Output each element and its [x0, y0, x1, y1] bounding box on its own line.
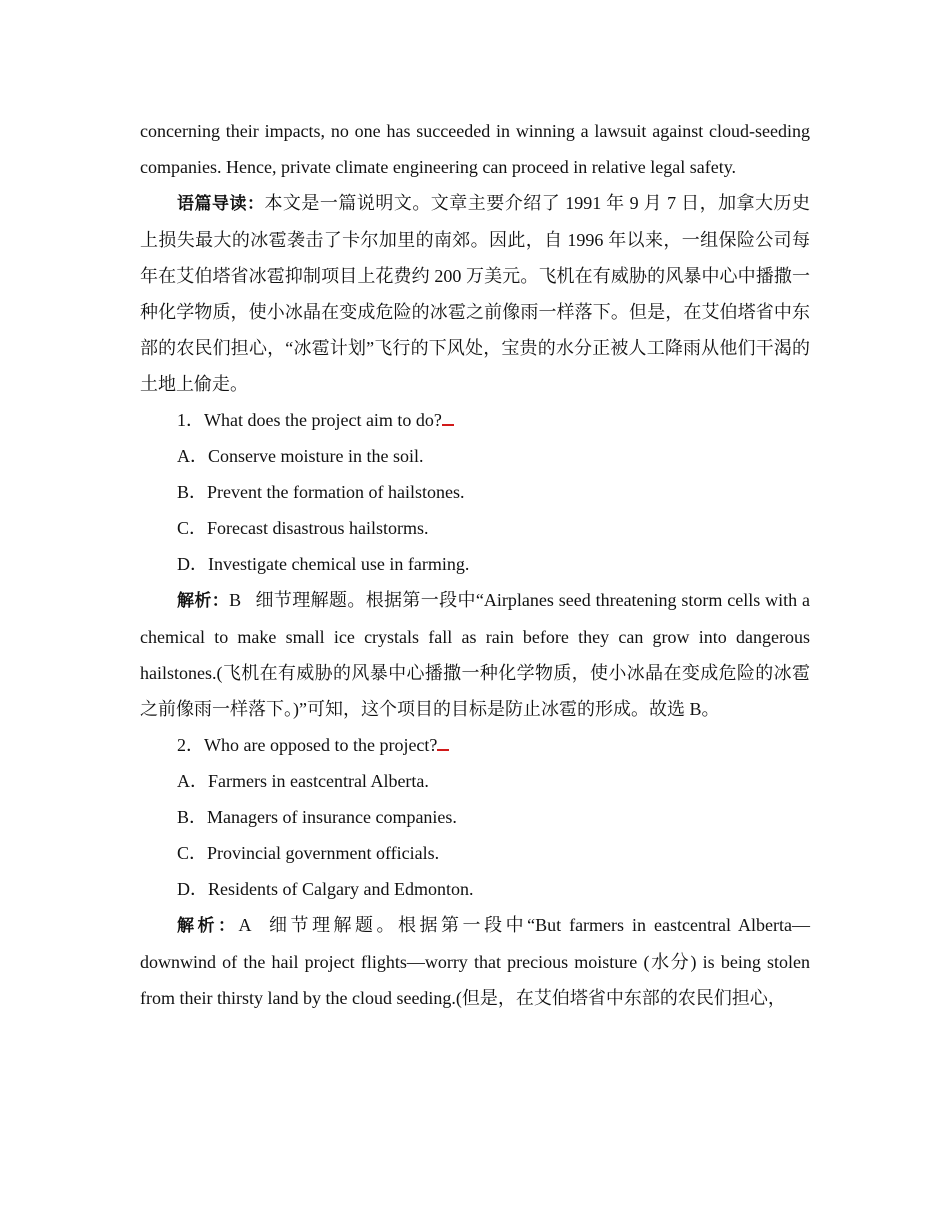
- analysis-label: 解析：: [177, 591, 230, 611]
- option-text: Farmers in eastcentral Alberta.: [208, 771, 429, 791]
- question-1-number: 1．: [177, 410, 204, 430]
- continuation-paragraph: concerning their impacts, no one has succeeded in winning a lawsuit against cloud-seeding companies. Hence, private climate engineering can proceed in relative legal safety.: [140, 121, 810, 177]
- question-1-option-b[interactable]: [140, 474, 810, 510]
- question-2: [140, 727, 810, 763]
- option-letter: A．: [177, 446, 208, 466]
- question-1: [140, 402, 810, 438]
- question-2-text: Who are opposed to the project?: [204, 735, 438, 755]
- reading-guide-paragraph: [140, 185, 810, 402]
- option-letter: A．: [177, 771, 208, 791]
- question-2-option-a[interactable]: [140, 763, 810, 799]
- document-page: [140, 113, 810, 1016]
- question-1-option-a[interactable]: [140, 438, 810, 474]
- option-text: Managers of insurance companies.: [207, 807, 457, 827]
- option-text: Forecast disastrous hailstorms.: [207, 518, 429, 538]
- option-letter: C．: [177, 843, 208, 863]
- option-text: Conserve moisture in the soil.: [208, 446, 424, 466]
- option-letter: D．: [177, 554, 208, 574]
- option-text: Investigate chemical use in farming.: [208, 554, 470, 574]
- reading-guide-label: 语篇导读：: [177, 194, 265, 214]
- option-letter: C．: [177, 518, 208, 538]
- question-2-option-d[interactable]: [140, 871, 810, 907]
- reading-guide-text: 本文是一篇说明文。文章主要介绍了 1991 年 9 月 7 日，加拿大历史上损失最大的冰雹袭击了卡尔加里的南郊。因此，自 1996 年以来，一组保险公司每年在艾伯塔省冰雹抑制项目上花费约 200 万美元。飞机在有威胁的风暴中心中播撒一种化学物质，使小冰晶在变成危险的冰雹之前像雨一样落下。但是，在艾伯塔省中东部的农民们担心，“冰雹计划”飞行的下风处，宝贵的水分正被人工降雨从他们干渴的土地上偷走。: [140, 193, 811, 394]
- analysis-text: 细节理解题。根据第一段中“Airplanes seed threatening storm cells with a chemical to make small ice crystals fall as rain before they can grow into dangerous hailstones.(飞机在有威胁的风暴中心播撒一种化学物质，使小冰晶在变成危险的冰雹之前像雨一样落下。)”可知，这个项目的目标是防止冰雹的形成。故选 B。: [140, 590, 810, 719]
- option-text: Residents of Calgary and Edmonton.: [208, 879, 474, 899]
- question-2-option-b[interactable]: [140, 799, 810, 835]
- question-2-number: 2．: [177, 735, 204, 755]
- question-2-analysis: [140, 907, 810, 1016]
- option-letter: D．: [177, 879, 208, 899]
- analysis-answer: B: [229, 590, 242, 610]
- question-1-option-c[interactable]: [140, 510, 810, 546]
- option-letter: B．: [177, 807, 208, 827]
- question-2-option-c[interactable]: [140, 835, 810, 871]
- option-letter: B．: [177, 482, 208, 502]
- question-1-analysis: [140, 582, 810, 727]
- answer-blank[interactable]: [442, 410, 454, 426]
- analysis-text: 细节理解题。根据第一段中“But farmers in eastcentral Alberta—downwind of the hail project flights—worry that precious moisture (水分) is being stolen from their thirsty land by the cloud seeding.(但是，在艾伯塔省中东部的农民们担心，: [140, 915, 810, 1008]
- question-1-text: What does the project aim to do?: [204, 410, 442, 430]
- question-1-option-d[interactable]: [140, 546, 810, 582]
- answer-blank[interactable]: [437, 735, 449, 751]
- analysis-answer: A: [238, 915, 252, 935]
- option-text: Prevent the formation of hailstones.: [207, 482, 465, 502]
- option-text: Provincial government officials.: [207, 843, 440, 863]
- analysis-label: 解析：: [177, 916, 239, 936]
